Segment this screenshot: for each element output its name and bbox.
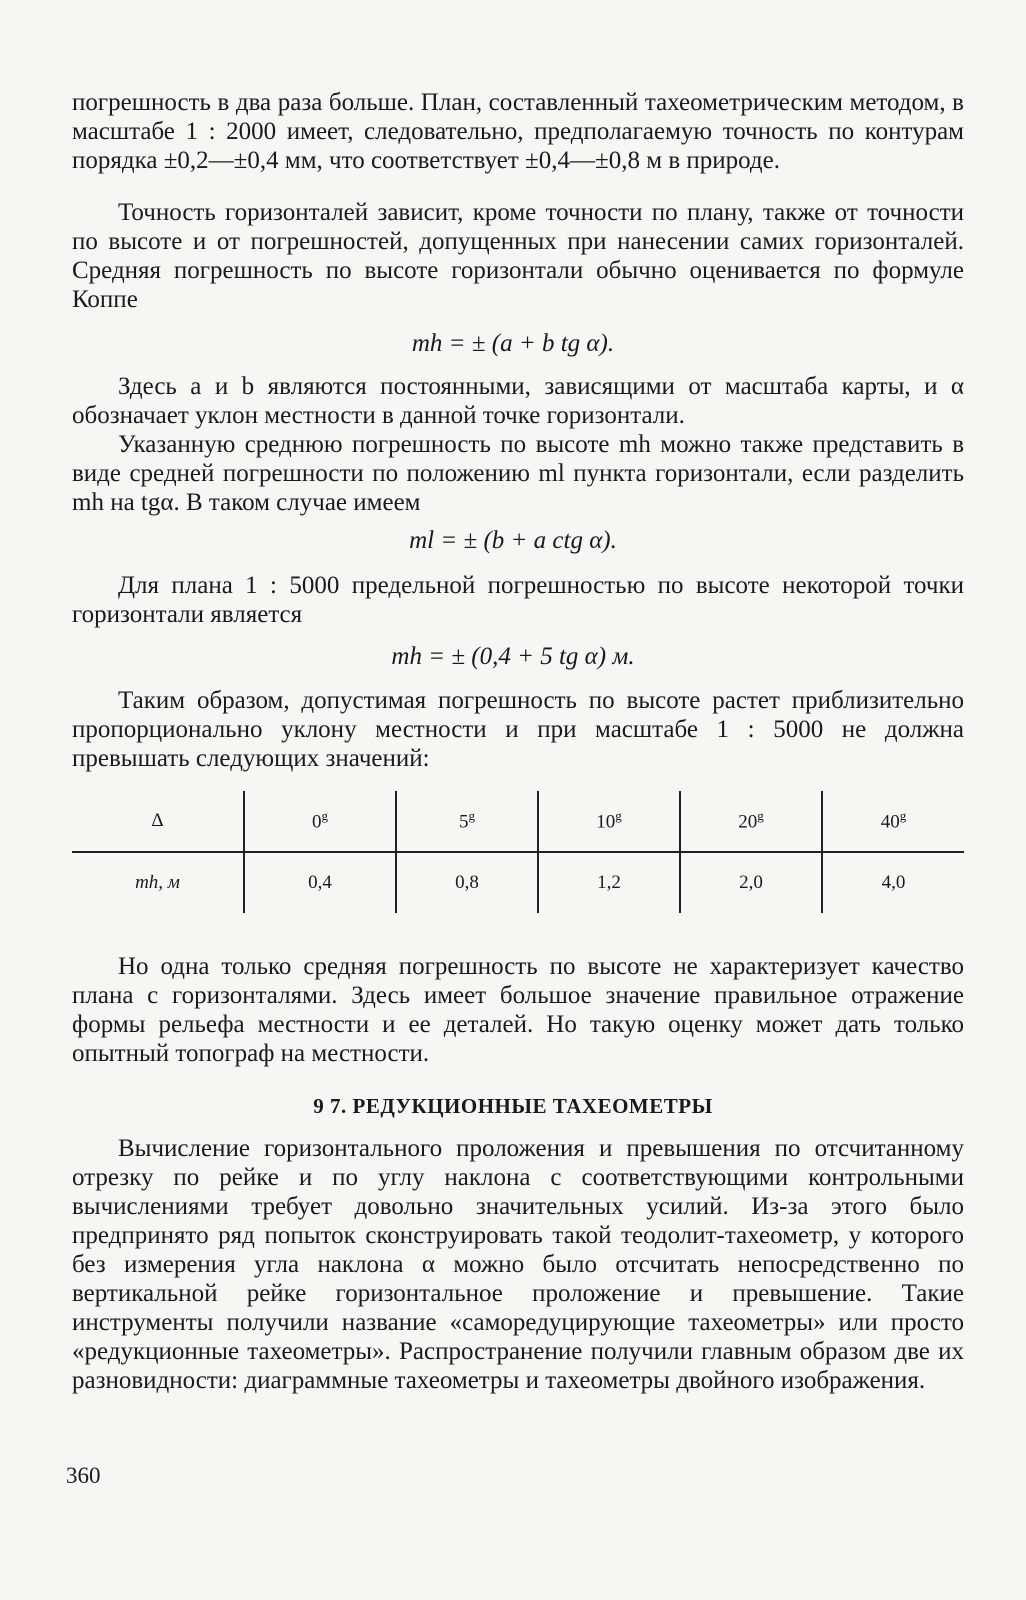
table-header-row	[72, 791, 964, 852]
table-header-cell: 0$^g$	[244, 791, 396, 852]
paragraph-tacheometers: Вычисление горизонтального проложения и превышения по отсчитанному отрезку по рейке и по углу наклона с соответствующими контрольными вычислениями требует довольно значительных усилий. Из-за этого было предпринято ряд попыток сконструировать такой теодолит-тахеометр, у которого без измерения угла наклона α можно было отсчитать непосредственно по вертикальной рейке горизонтальное проложение и превышение. Такие инструменты получили название «саморедуцирующие тахеометры» или просто «редукционные тахеометры». Распространение получили главным образом две их разновидности: диаграммные тахеометры и тахеометры двойного изображения.	[72, 1135, 964, 1394]
table-cell: 1,2	[538, 852, 680, 913]
table-header-cell: 10$^g$	[538, 791, 680, 852]
paragraph-contour-accuracy: Точность горизонталей зависит, кроме точности по плану, также от точности по высоте и от погрешностей, допущенных при нанесении самих горизонталей. Средняя погрешность по высоте горизонтали обычно оценивается по формуле Коппе	[72, 199, 964, 313]
table-header-cell: 40$^g$	[822, 791, 964, 852]
table-cell: 0,8	[396, 852, 538, 913]
table-cell: 0,4	[244, 852, 396, 913]
table-header-cell: 20$^g$	[680, 791, 822, 852]
paragraph-constants: Здесь a и b являются постоянными, зависящими от масштаба карты, и α обозначает уклон местности в данной точке горизонтали.	[72, 373, 964, 429]
paragraph-plan-5000: Для плана 1 : 5000 предельной погрешностью по высоте некоторой точки горизонтали является	[72, 572, 964, 628]
formula-limit: mh = ± (0,4 + 5 tg α) м.	[391, 643, 635, 670]
paragraph-accuracy-plan: погрешность в два раза больше. План, составленный тахеометрическим методом, в масштабе 1 : 2000 имеет, следовательно, предполагаемую точность по контурам порядка ±0,2—±0,4 мм, что соответствует ±0,4—±0,8 м в природе.	[72, 89, 964, 174]
paragraph-proportional: Таким образом, допустимая погрешность по высоте растет приблизительно пропорционально уклону местности и при масштабе 1 : 5000 не должна превышать следующих значений:	[72, 687, 964, 772]
table-header-label: Δ	[72, 791, 244, 852]
table-cell: 2,0	[680, 852, 822, 913]
table-header-cell: 5$^g$	[396, 791, 538, 852]
paragraph-position-error: Указанную среднюю погрешность по высоте mh можно также представить в виде средней погрешности по положению ml пункта горизонтали, если разделить mh на tgα. В таком случае имеем	[72, 431, 964, 516]
section-heading: 9 7. РЕДУКЦИОННЫЕ ТАХЕОМЕТРЫ	[313, 1094, 713, 1118]
page-number: 360	[66, 1463, 101, 1488]
table-row-label: mh, м	[135, 872, 180, 893]
error-table	[72, 791, 964, 913]
formula-koppe: mh = ± (a + b tg α).	[411, 330, 615, 357]
paragraph-quality: Но одна только средняя погрешность по высоте не характеризует качество плана с горизонталями. Здесь имеет большое значение правильное отражение формы рельефа местности и ее деталей. Но такую оценку может дать только опытный топограф на местности.	[72, 953, 964, 1067]
table-row	[72, 852, 964, 913]
table-cell: 4,0	[822, 852, 964, 913]
formula-position: ml = ± (b + a ctg α).	[409, 527, 617, 554]
